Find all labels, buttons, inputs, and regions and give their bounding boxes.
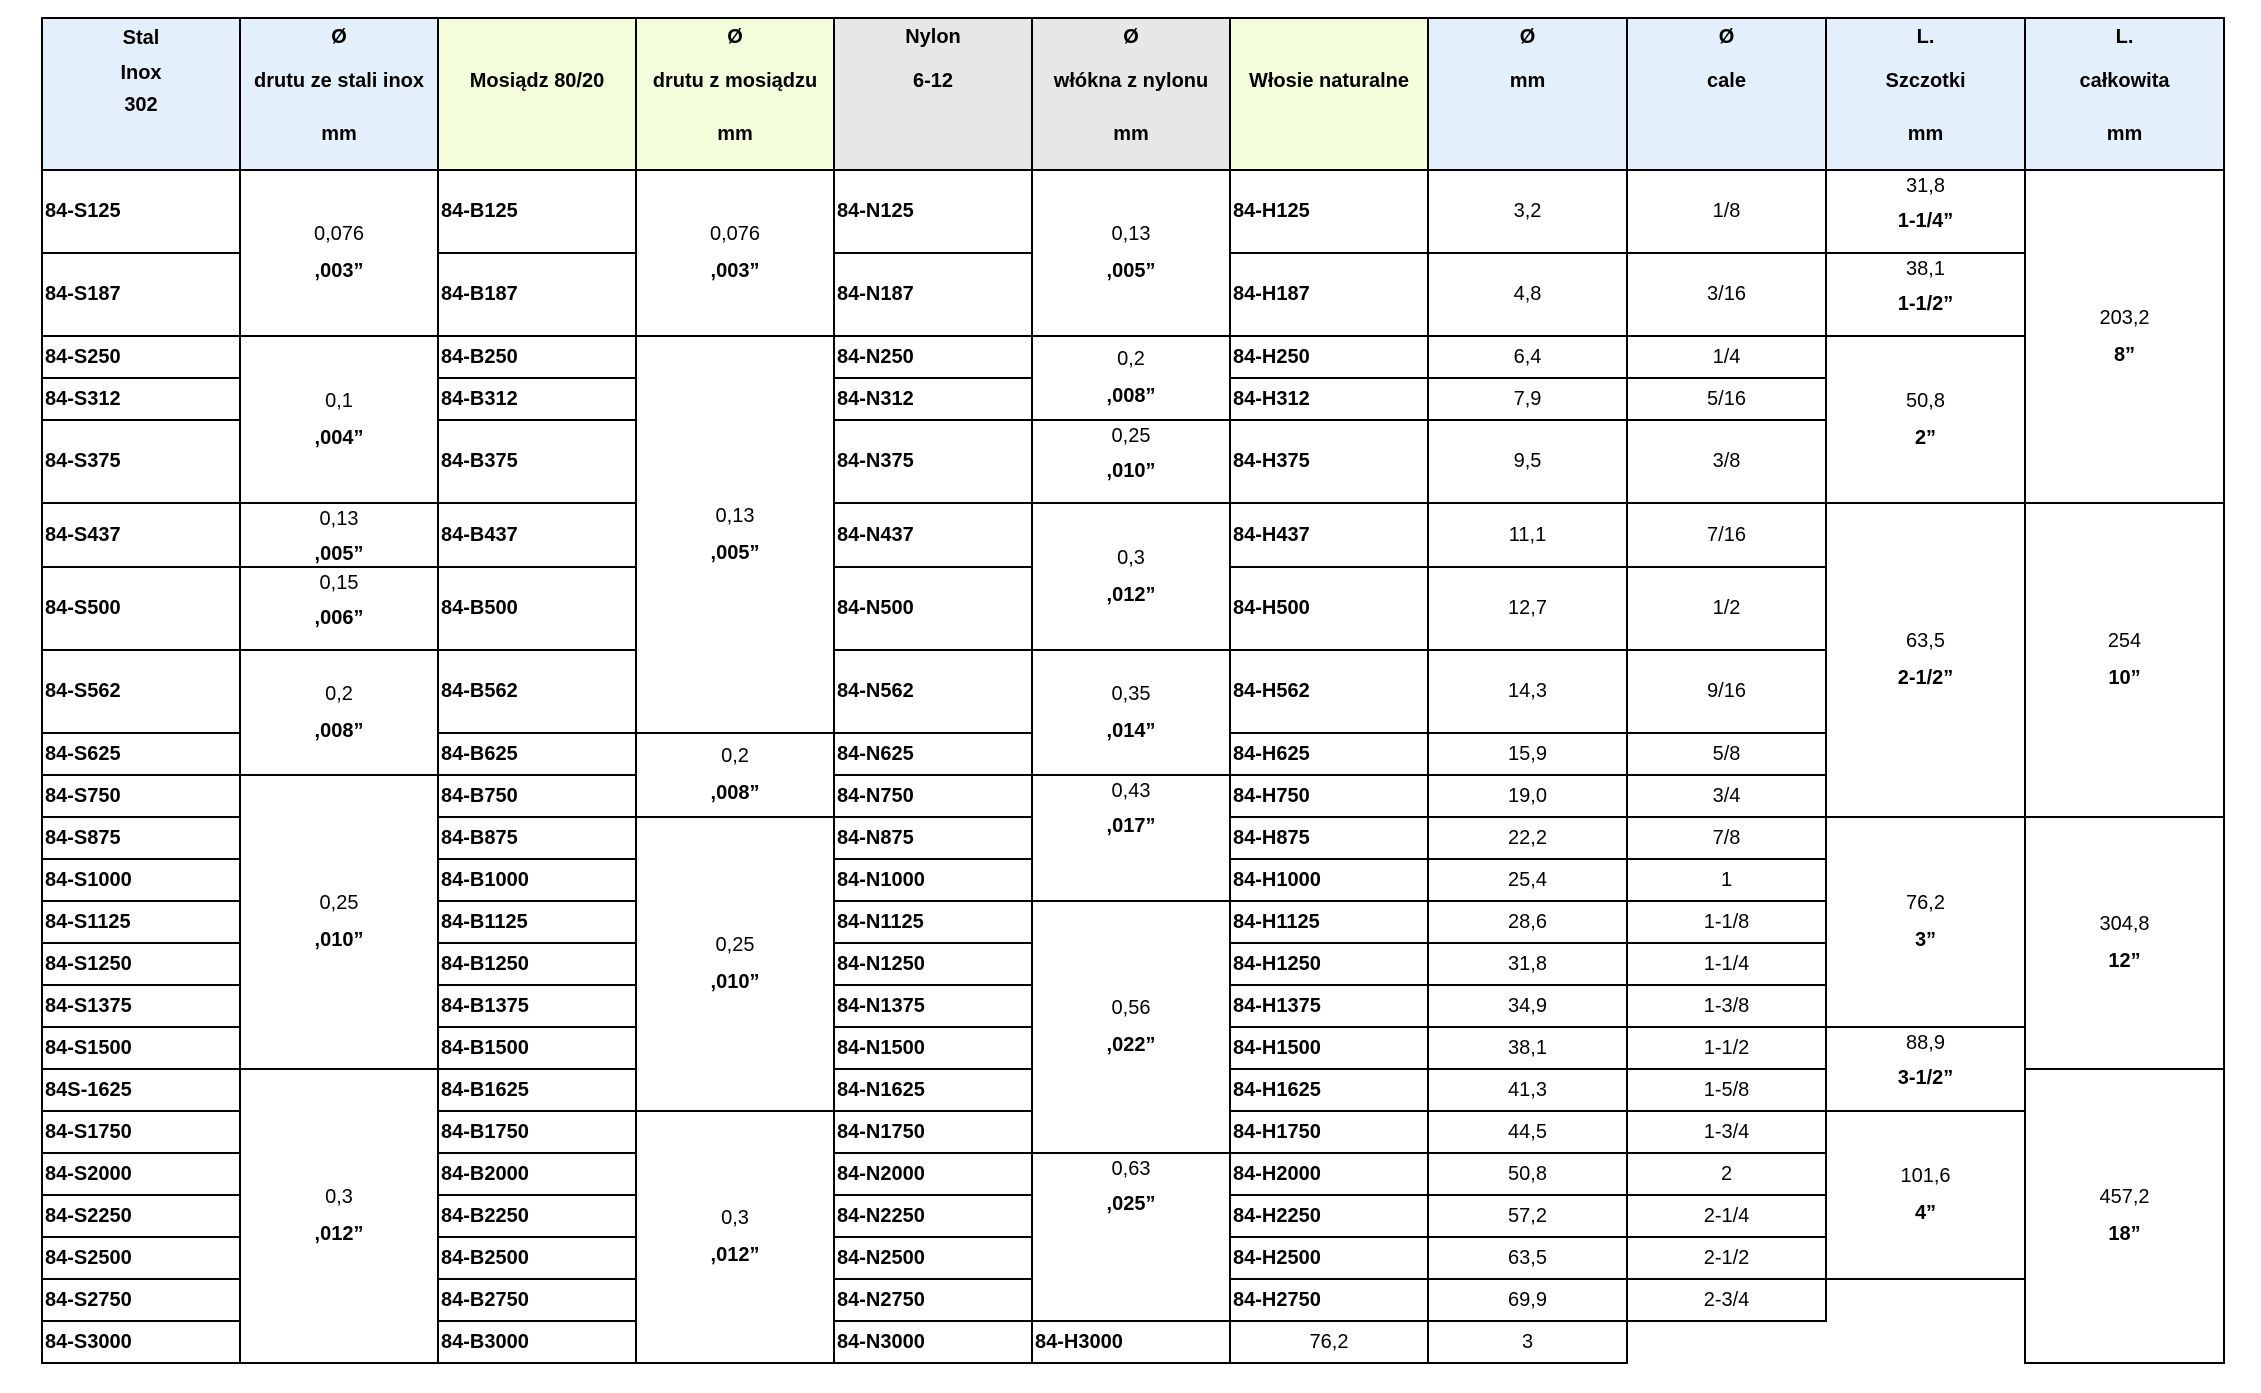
value-inch: ,005” <box>314 543 364 565</box>
brass-code: 84-B1250 <box>438 943 636 985</box>
hair-code: 84-H250 <box>1230 336 1428 378</box>
header-text: mm <box>717 123 753 145</box>
hair-code: 84-H125 <box>1230 170 1428 253</box>
brass-code: 84-B625 <box>438 733 636 775</box>
nylon-code: 84-N312 <box>834 378 1032 420</box>
hair-code: 84-H437 <box>1230 503 1428 567</box>
brush-len-cell <box>1826 253 2025 336</box>
value-inch: ,008” <box>314 719 364 742</box>
header-text: mm <box>321 123 357 145</box>
header-text: Stal <box>122 27 160 49</box>
value-mm: 76,2 <box>1906 892 1945 914</box>
steel-code: 84-S3000 <box>42 1321 240 1363</box>
hair-code: 84-H500 <box>1230 567 1428 650</box>
value-mm: 0,63 <box>1111 1158 1151 1180</box>
value-mm: 0,3 <box>1117 546 1145 569</box>
header-text: mm <box>1509 70 1546 92</box>
header-text: L. <box>1916 26 1935 48</box>
value-inch: ,010” <box>1106 460 1156 482</box>
brass-code: 84-B312 <box>438 378 636 420</box>
brass-dia-cell <box>636 733 834 817</box>
value-inch: 4” <box>1914 1202 1937 1224</box>
value-mm: 0,3 <box>325 1186 353 1208</box>
value-inch: ,005” <box>710 541 760 564</box>
brush-len-cell <box>1826 1111 2025 1279</box>
steel-dia-cell <box>240 1069 438 1363</box>
steel-code: 84-S375 <box>42 420 240 503</box>
diameter-mm: 7,9 <box>1428 378 1627 420</box>
diameter-inch: 1-1/4 <box>1627 943 1826 985</box>
total-len-cell <box>2025 503 2224 817</box>
value-mm: 0,076 <box>313 223 365 245</box>
diameter-mm: 22,2 <box>1428 817 1627 859</box>
header-text: 302 <box>124 94 158 116</box>
value-mm: 304,8 <box>2099 913 2150 935</box>
brass-code: 84-B2250 <box>438 1195 636 1237</box>
diameter-mm: 34,9 <box>1428 985 1627 1027</box>
nylon-code: 84-N750 <box>834 775 1032 817</box>
diameter-mm: 12,7 <box>1428 567 1627 650</box>
steel-dia-cell <box>240 336 438 503</box>
nylon-code: 84-N1375 <box>834 985 1032 1027</box>
value-inch: ,004” <box>314 426 364 449</box>
diameter-mm: 44,5 <box>1428 1111 1627 1153</box>
header-text: mm <box>2106 123 2143 145</box>
value-mm: 0,076 <box>709 223 761 245</box>
diameter-inch: 1-1/8 <box>1627 901 1826 943</box>
nylon-code: 84-N875 <box>834 817 1032 859</box>
value-inch: 3” <box>1914 929 1937 951</box>
diameter-mm: 9,5 <box>1428 420 1627 503</box>
value-inch: 12” <box>2108 950 2141 972</box>
nylon-code: 84-N500 <box>834 567 1032 650</box>
nylon-code: 84-N2000 <box>834 1153 1032 1195</box>
diameter-inch: 1-3/8 <box>1627 985 1826 1027</box>
nylon-code: 84-N3000 <box>834 1321 1032 1363</box>
hair-code: 84-H2000 <box>1230 1153 1428 1195</box>
brass-code: 84-B187 <box>438 253 636 336</box>
header-text: całkowita <box>2079 70 2170 92</box>
brass-code: 84-B750 <box>438 775 636 817</box>
steel-code: 84-S1375 <box>42 985 240 1027</box>
brass-code: 84-B1500 <box>438 1027 636 1069</box>
brass-code: 84-B3000 <box>438 1321 636 1363</box>
brass-dia-cell <box>636 170 834 336</box>
diameter-inch: 5/16 <box>1627 378 1826 420</box>
table-row <box>42 336 2224 378</box>
nylon-code: 84-N1125 <box>834 901 1032 943</box>
diameter-mm: 11,1 <box>1428 503 1627 567</box>
steel-code: 84-S125 <box>42 170 240 253</box>
nylon-code: 84-N1750 <box>834 1111 1032 1153</box>
steel-code: 84-S1125 <box>42 901 240 943</box>
value-inch: ,010” <box>710 971 760 993</box>
value-mm: 254 <box>2107 630 2142 652</box>
value-inch: 2” <box>1914 426 1937 449</box>
hair-code: 84-H2500 <box>1230 1237 1428 1279</box>
diameter-inch: 7/16 <box>1627 503 1826 567</box>
table-body <box>42 170 2224 1363</box>
nylon-code: 84-N1000 <box>834 859 1032 901</box>
value-inch: 1-1/2” <box>1897 293 1954 315</box>
table-row <box>42 170 2224 253</box>
diameter-inch: 2-3/4 <box>1627 1279 1826 1321</box>
diameter-inch: 9/16 <box>1627 650 1826 733</box>
hair-code: 84-H187 <box>1230 253 1428 336</box>
value-inch: 3-1/2” <box>1897 1067 1954 1089</box>
steel-dia-cell <box>240 567 438 650</box>
value-mm: 0,35 <box>1111 682 1151 705</box>
steel-code: 84-S2250 <box>42 1195 240 1237</box>
hair-code: 84-H1375 <box>1230 985 1428 1027</box>
header-row <box>42 18 2224 170</box>
diameter-inch: 3 <box>1428 1321 1627 1363</box>
header-text: cale <box>1707 70 1746 92</box>
header-steel <box>42 18 240 170</box>
nylon-code: 84-N2500 <box>834 1237 1032 1279</box>
steel-code: 84-S2000 <box>42 1153 240 1195</box>
value-mm: 0,43 <box>1111 780 1151 802</box>
steel-code: 84-S187 <box>42 253 240 336</box>
brass-dia-cell <box>636 336 834 733</box>
header-text: Mosiądz 80/20 <box>469 70 605 92</box>
diameter-mm: 69,9 <box>1428 1279 1627 1321</box>
hair-code: 84-H1625 <box>1230 1069 1428 1111</box>
value-inch: ,012” <box>314 1223 364 1245</box>
hair-code: 84-H2250 <box>1230 1195 1428 1237</box>
steel-dia-cell <box>240 775 438 1069</box>
brass-code: 84-B1375 <box>438 985 636 1027</box>
table-row <box>42 503 2224 567</box>
diameter-inch: 2-1/2 <box>1627 1237 1826 1279</box>
hair-code: 84-H1125 <box>1230 901 1428 943</box>
brass-code: 84-B2750 <box>438 1279 636 1321</box>
value-inch: ,012” <box>710 1244 760 1266</box>
header-diameter-mm <box>1428 18 1627 170</box>
steel-code: 84-S437 <box>42 503 240 567</box>
nylon-dia-cell <box>1032 420 1230 503</box>
steel-dia-cell <box>240 170 438 336</box>
header-steel-diameter <box>240 18 438 170</box>
nylon-code: 84-N375 <box>834 420 1032 503</box>
steel-code: 84-S875 <box>42 817 240 859</box>
header-text: Ø <box>1718 26 1735 48</box>
value-mm: 203,2 <box>2099 306 2150 329</box>
diameter-mm: 38,1 <box>1428 1027 1627 1069</box>
nylon-dia-cell <box>1032 1153 1230 1321</box>
nylon-code: 84-N250 <box>834 336 1032 378</box>
value-mm: 0,13 <box>319 508 359 530</box>
brass-dia-cell <box>636 1111 834 1363</box>
brass-code: 84-B1625 <box>438 1069 636 1111</box>
nylon-dia-cell <box>1032 170 1230 336</box>
value-mm: 88,9 <box>1906 1032 1945 1054</box>
header-natural-hair <box>1230 18 1428 170</box>
diameter-mm: 6,4 <box>1428 336 1627 378</box>
steel-code: 84-S1250 <box>42 943 240 985</box>
value-mm: 0,13 <box>715 504 755 527</box>
steel-code: 84-S1500 <box>42 1027 240 1069</box>
brush-len-cell <box>1826 336 2025 503</box>
brass-code: 84-B125 <box>438 170 636 253</box>
value-inch: 1-1/4” <box>1897 210 1954 232</box>
value-inch: ,025” <box>1106 1193 1156 1215</box>
steel-dia-cell <box>240 650 438 775</box>
diameter-mm: 28,6 <box>1428 901 1627 943</box>
brass-code: 84-B437 <box>438 503 636 567</box>
hair-code: 84-H875 <box>1230 817 1428 859</box>
header-text: Ø <box>331 26 347 48</box>
diameter-inch: 3/16 <box>1627 253 1826 336</box>
diameter-inch: 1/2 <box>1627 567 1826 650</box>
brass-code: 84-B875 <box>438 817 636 859</box>
hair-code: 84-H1500 <box>1230 1027 1428 1069</box>
hair-code: 84-H562 <box>1230 650 1428 733</box>
header-text: Szczotki <box>1885 70 1966 92</box>
hair-code: 84-H2750 <box>1230 1279 1428 1321</box>
header-text: mm <box>1907 123 1944 145</box>
header-diameter-inch <box>1627 18 1826 170</box>
header-text: L. <box>2115 26 2134 48</box>
value-mm: 0,25 <box>715 934 755 956</box>
brass-code: 84-B562 <box>438 650 636 733</box>
diameter-inch: 2-1/4 <box>1627 1195 1826 1237</box>
steel-code: 84-S2750 <box>42 1279 240 1321</box>
header-text: Ø <box>727 26 743 48</box>
steel-code: 84-S1750 <box>42 1111 240 1153</box>
value-mm: 101,6 <box>1900 1165 1951 1187</box>
diameter-inch: 1-3/4 <box>1627 1111 1826 1153</box>
value-mm: 0,2 <box>721 745 749 767</box>
hair-code: 84-H625 <box>1230 733 1428 775</box>
value-inch: ,005” <box>1106 260 1156 282</box>
diameter-mm: 15,9 <box>1428 733 1627 775</box>
diameter-mm: 76,2 <box>1230 1321 1428 1363</box>
nylon-dia-cell <box>1032 336 1230 420</box>
steel-code: 84-S1000 <box>42 859 240 901</box>
value-mm: 0,13 <box>1111 223 1151 245</box>
value-inch: ,022” <box>1106 1034 1156 1056</box>
diameter-inch: 1 <box>1627 859 1826 901</box>
nylon-code: 84-N625 <box>834 733 1032 775</box>
diameter-inch: 1/8 <box>1627 170 1826 253</box>
hair-code: 84-H3000 <box>1032 1321 1230 1363</box>
brass-code: 84-B2500 <box>438 1237 636 1279</box>
value-mm: 63,5 <box>1906 630 1945 652</box>
diameter-inch: 2 <box>1627 1153 1826 1195</box>
value-mm: 0,2 <box>1117 348 1145 370</box>
header-text: 6-12 <box>912 70 954 92</box>
nylon-dia-cell <box>1032 775 1230 901</box>
steel-code: 84-S562 <box>42 650 240 733</box>
brass-code: 84-B1750 <box>438 1111 636 1153</box>
value-inch: ,010” <box>314 929 364 951</box>
steel-code: 84-S312 <box>42 378 240 420</box>
brass-code: 84-B375 <box>438 420 636 503</box>
brush-len-cell <box>1826 817 2025 1027</box>
diameter-mm: 31,8 <box>1428 943 1627 985</box>
value-mm: 0,25 <box>1111 425 1151 447</box>
value-inch: 18” <box>2108 1223 2141 1245</box>
header-brass-diameter <box>636 18 834 170</box>
hair-code: 84-H375 <box>1230 420 1428 503</box>
steel-code: 84S-1625 <box>42 1069 240 1111</box>
header-text: mm <box>1113 123 1149 145</box>
value-mm: 0,1 <box>325 389 353 412</box>
header-nylon <box>834 18 1032 170</box>
value-inch: 8” <box>2113 343 2136 366</box>
brass-code: 84-B1125 <box>438 901 636 943</box>
value-mm: 0,2 <box>325 682 353 705</box>
value-inch: ,008” <box>1106 385 1156 407</box>
hair-code: 84-H750 <box>1230 775 1428 817</box>
value-inch: ,017” <box>1106 815 1156 837</box>
brass-code: 84-B1000 <box>438 859 636 901</box>
brush-len-cell <box>1826 170 2025 253</box>
value-mm: 0,56 <box>1111 997 1151 1019</box>
nylon-code: 84-N125 <box>834 170 1032 253</box>
diameter-mm: 57,2 <box>1428 1195 1627 1237</box>
nylon-code: 84-N562 <box>834 650 1032 733</box>
diameter-inch: 5/8 <box>1627 733 1826 775</box>
total-len-cell <box>2025 817 2224 1069</box>
diameter-mm: 14,3 <box>1428 650 1627 733</box>
nylon-dia-cell <box>1032 650 1230 775</box>
diameter-inch: 1-1/2 <box>1627 1027 1826 1069</box>
diameter-mm: 3,2 <box>1428 170 1627 253</box>
value-inch: 10” <box>2108 667 2141 689</box>
brush-spec-table <box>41 17 2225 1364</box>
header-text: Ø <box>1123 26 1139 48</box>
steel-dia-cell <box>240 503 438 567</box>
nylon-dia-cell <box>1032 503 1230 650</box>
nylon-code: 84-N2750 <box>834 1279 1032 1321</box>
diameter-mm: 41,3 <box>1428 1069 1627 1111</box>
brush-len-cell <box>1826 503 2025 817</box>
diameter-mm: 25,4 <box>1428 859 1627 901</box>
nylon-code: 84-N187 <box>834 253 1032 336</box>
diameter-inch: 1-5/8 <box>1627 1069 1826 1111</box>
brass-code: 84-B500 <box>438 567 636 650</box>
value-inch: 2-1/2” <box>1897 667 1954 689</box>
value-mm: 457,2 <box>2099 1186 2150 1208</box>
header-text: drutu z mosiądzu <box>652 70 818 92</box>
header-total-length <box>2025 18 2224 170</box>
brush-len-cell <box>1826 1027 2025 1111</box>
steel-code: 84-S2500 <box>42 1237 240 1279</box>
header-brass <box>438 18 636 170</box>
steel-code: 84-S500 <box>42 567 240 650</box>
hair-code: 84-H1000 <box>1230 859 1428 901</box>
brass-code: 84-B2000 <box>438 1153 636 1195</box>
header-text: Inox <box>120 62 162 84</box>
value-mm: 0,25 <box>319 892 359 914</box>
diameter-mm: 19,0 <box>1428 775 1627 817</box>
diameter-mm: 50,8 <box>1428 1153 1627 1195</box>
value-inch: ,006” <box>314 607 364 629</box>
hair-code: 84-H1750 <box>1230 1111 1428 1153</box>
header-text: Ø <box>1519 26 1536 48</box>
nylon-code: 84-N1500 <box>834 1027 1032 1069</box>
nylon-code: 84-N1250 <box>834 943 1032 985</box>
header-text: Włosie naturalne <box>1248 70 1410 92</box>
steel-code: 84-S625 <box>42 733 240 775</box>
diameter-inch: 3/4 <box>1627 775 1826 817</box>
value-inch: ,012” <box>1106 583 1156 606</box>
hair-code: 84-H1250 <box>1230 943 1428 985</box>
value-inch: ,014” <box>1106 719 1156 742</box>
header-brush-length <box>1826 18 2025 170</box>
brass-code: 84-B250 <box>438 336 636 378</box>
steel-code: 84-S250 <box>42 336 240 378</box>
header-nylon-diameter <box>1032 18 1230 170</box>
header-text: drutu ze stali inox <box>253 70 425 92</box>
value-mm: 50,8 <box>1906 389 1945 412</box>
diameter-inch: 3/8 <box>1627 420 1826 503</box>
value-mm: 0,3 <box>721 1207 749 1229</box>
nylon-code: 84-N1625 <box>834 1069 1032 1111</box>
diameter-inch: 1/4 <box>1627 336 1826 378</box>
value-inch: ,003” <box>314 260 364 282</box>
steel-code: 84-S750 <box>42 775 240 817</box>
header-text: Nylon <box>905 26 961 48</box>
value-inch: ,008” <box>710 782 760 804</box>
nylon-code: 84-N437 <box>834 503 1032 567</box>
diameter-mm: 63,5 <box>1428 1237 1627 1279</box>
hair-code: 84-H312 <box>1230 378 1428 420</box>
header-text: włókna z nylonu <box>1053 70 1209 92</box>
total-len-cell <box>2025 170 2224 503</box>
value-inch: ,003” <box>710 260 760 282</box>
value-mm: 31,8 <box>1906 175 1945 197</box>
diameter-mm: 4,8 <box>1428 253 1627 336</box>
brass-dia-cell <box>636 817 834 1111</box>
diameter-inch: 7/8 <box>1627 817 1826 859</box>
total-len-cell <box>2025 1069 2224 1363</box>
value-mm: 0,15 <box>319 572 359 594</box>
value-mm: 38,1 <box>1906 258 1945 280</box>
nylon-dia-cell <box>1032 901 1230 1153</box>
nylon-code: 84-N2250 <box>834 1195 1032 1237</box>
